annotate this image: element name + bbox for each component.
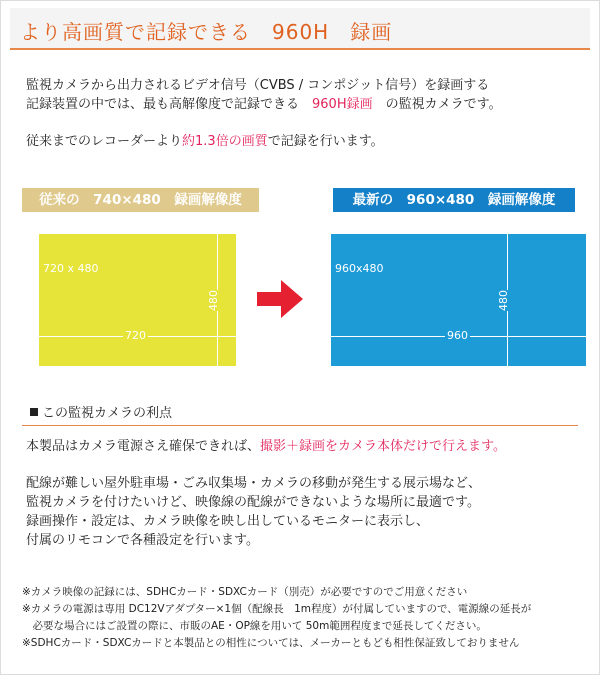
intro-line-1: 監視カメラから出力されるビデオ信号（CVBS / コンポジット信号）を録画する	[26, 78, 490, 93]
footnote: ※SDHCカード・SDXCカードと本製品との相性については、メーカーともども相性保証致しておりません	[22, 637, 520, 649]
benefits-para-line: 監視カメラを付けたいけど、映像線の配線ができないような場所に最適です。	[26, 495, 480, 510]
benefits-para-line: 付属のリモコンで各種設定を行います。	[26, 533, 259, 548]
square-bullet-icon	[30, 408, 38, 416]
section-divider	[22, 425, 578, 426]
old-height-label: 480	[207, 290, 220, 311]
footnote: ※カメラ映像の記録には、SDHCカード・SDXCカード（別売）が必要ですのでご用意ください	[22, 586, 468, 598]
benefits-para-line: 録画操作・設定は、カメラ映像を映し出しているモニターに表示し、	[26, 514, 430, 529]
intro-line-3-post: で記録を行います。	[267, 134, 384, 149]
new-width-label: 960	[447, 329, 468, 342]
new-resolution-frame	[331, 234, 586, 366]
header-bar	[10, 8, 590, 50]
page-title: より高画質で記録できる 960H 録画	[20, 20, 393, 44]
benefits-line-1	[26, 437, 506, 456]
benefits-para-line: 配線が難しい屋外駐車場・ごみ収集場・カメラの移動が発生する展示場など、	[26, 476, 482, 491]
new-resolution-label: 960x480	[335, 262, 384, 275]
old-resolution-label: 720 x 480	[43, 262, 99, 275]
new-resolution-badge: 最新の 960×480 録画解像度	[333, 188, 575, 212]
intro-highlight-960h: 960H録画	[312, 97, 373, 112]
old-resolution-badge: 従来の 740×480 録画解像度	[22, 188, 259, 212]
benefits-line-1-pre: 本製品はカメラ電源さえ確保できれば、	[26, 439, 261, 454]
intro-highlight-quality: 約1.3倍の画質	[182, 134, 268, 149]
intro-line-2-post: の監視カメラです。	[372, 97, 502, 112]
intro-line-3-pre: 従来までのレコーダーより	[26, 134, 183, 149]
intro-line-3	[26, 132, 384, 151]
benefits-title-text: この監視カメラの利点	[42, 406, 173, 421]
intro-line-2-pre: 記録装置の中では、最も高解像度で記録できる	[26, 97, 313, 112]
footnote: ※カメラの電源は専用 DC12Vアダプター×1個（配線長 1m程度）が付属していますので、電源線の延長が	[22, 603, 532, 615]
new-height-label: 480	[497, 290, 510, 311]
benefits-title	[30, 402, 172, 421]
intro-line-2	[26, 95, 502, 114]
footnote: 必要な場合にはご設置の際に、市販のAE・OP線を用いて 50m範囲程度まで延長してください。	[22, 620, 487, 632]
old-width-label: 720	[125, 329, 146, 342]
arrow-right-icon	[257, 280, 303, 318]
benefits-highlight: 撮影＋録画をカメラ本体だけで行えます。	[260, 439, 506, 454]
old-resolution-frame	[39, 234, 236, 366]
